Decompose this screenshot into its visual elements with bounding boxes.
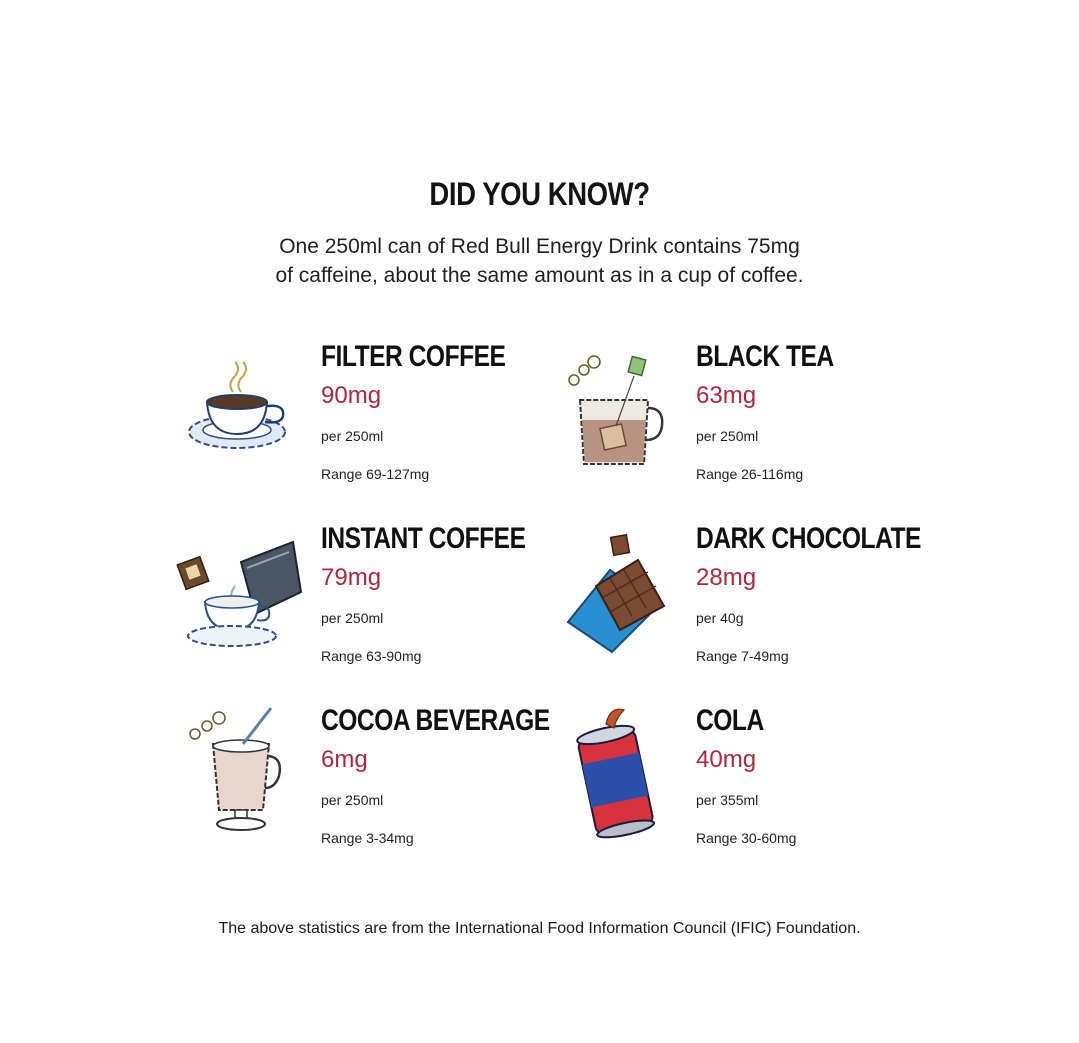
dark-chocolate-bar-icon [560, 522, 680, 652]
source-footnote: The above statistics are from the International Food Information Council (IFIC) Foundation. [218, 920, 861, 937]
filter-coffee-cup-icon [185, 340, 305, 470]
item-name: INSTANT COFFEE [321, 522, 526, 555]
item-amount: 40mg [696, 746, 757, 773]
item-serving: per 40g [696, 610, 744, 626]
item-amount: 79mg [321, 564, 382, 591]
item-dark-chocolate [560, 522, 921, 672]
page-title: DID YOU KNOW? [429, 176, 650, 212]
item-serving: per 250ml [321, 610, 384, 626]
item-amount: 90mg [321, 382, 382, 409]
item-cola [560, 704, 900, 854]
item-cocoa-beverage [185, 704, 550, 854]
item-filter-coffee [185, 340, 525, 490]
item-instant-coffee [185, 522, 525, 672]
item-name: BLACK TEA [696, 340, 834, 373]
item-black-tea [560, 340, 900, 490]
item-serving: per 355ml [696, 792, 759, 808]
item-serving: per 250ml [321, 792, 384, 808]
item-range: Range 69-127mg [321, 466, 430, 482]
item-range: Range 7-49mg [696, 648, 789, 664]
item-range: Range 63-90mg [321, 648, 422, 664]
item-amount: 63mg [696, 382, 757, 409]
item-name: FILTER COFFEE [321, 340, 506, 373]
intro-text [0, 232, 1079, 290]
item-amount: 28mg [696, 564, 757, 591]
item-name: COCOA BEVERAGE [321, 704, 550, 737]
cola-can-icon [560, 704, 680, 834]
cocoa-glass-icon [185, 704, 305, 834]
item-amount: 6mg [321, 746, 368, 773]
intro-line-2: of caffeine, about the same amount as in a cup of coffee. [275, 264, 804, 287]
item-name: DARK CHOCOLATE [696, 522, 921, 555]
item-serving: per 250ml [696, 428, 759, 444]
item-range: Range 26-116mg [696, 466, 804, 482]
item-range: Range 30-60mg [696, 830, 797, 846]
black-tea-mug-icon [560, 340, 680, 470]
item-name: COLA [696, 704, 764, 737]
instant-coffee-kettle-icon [185, 522, 305, 652]
item-range: Range 3-34mg [321, 830, 414, 846]
item-serving: per 250ml [321, 428, 384, 444]
intro-line-1: One 250ml can of Red Bull Energy Drink contains 75mg [279, 235, 800, 258]
